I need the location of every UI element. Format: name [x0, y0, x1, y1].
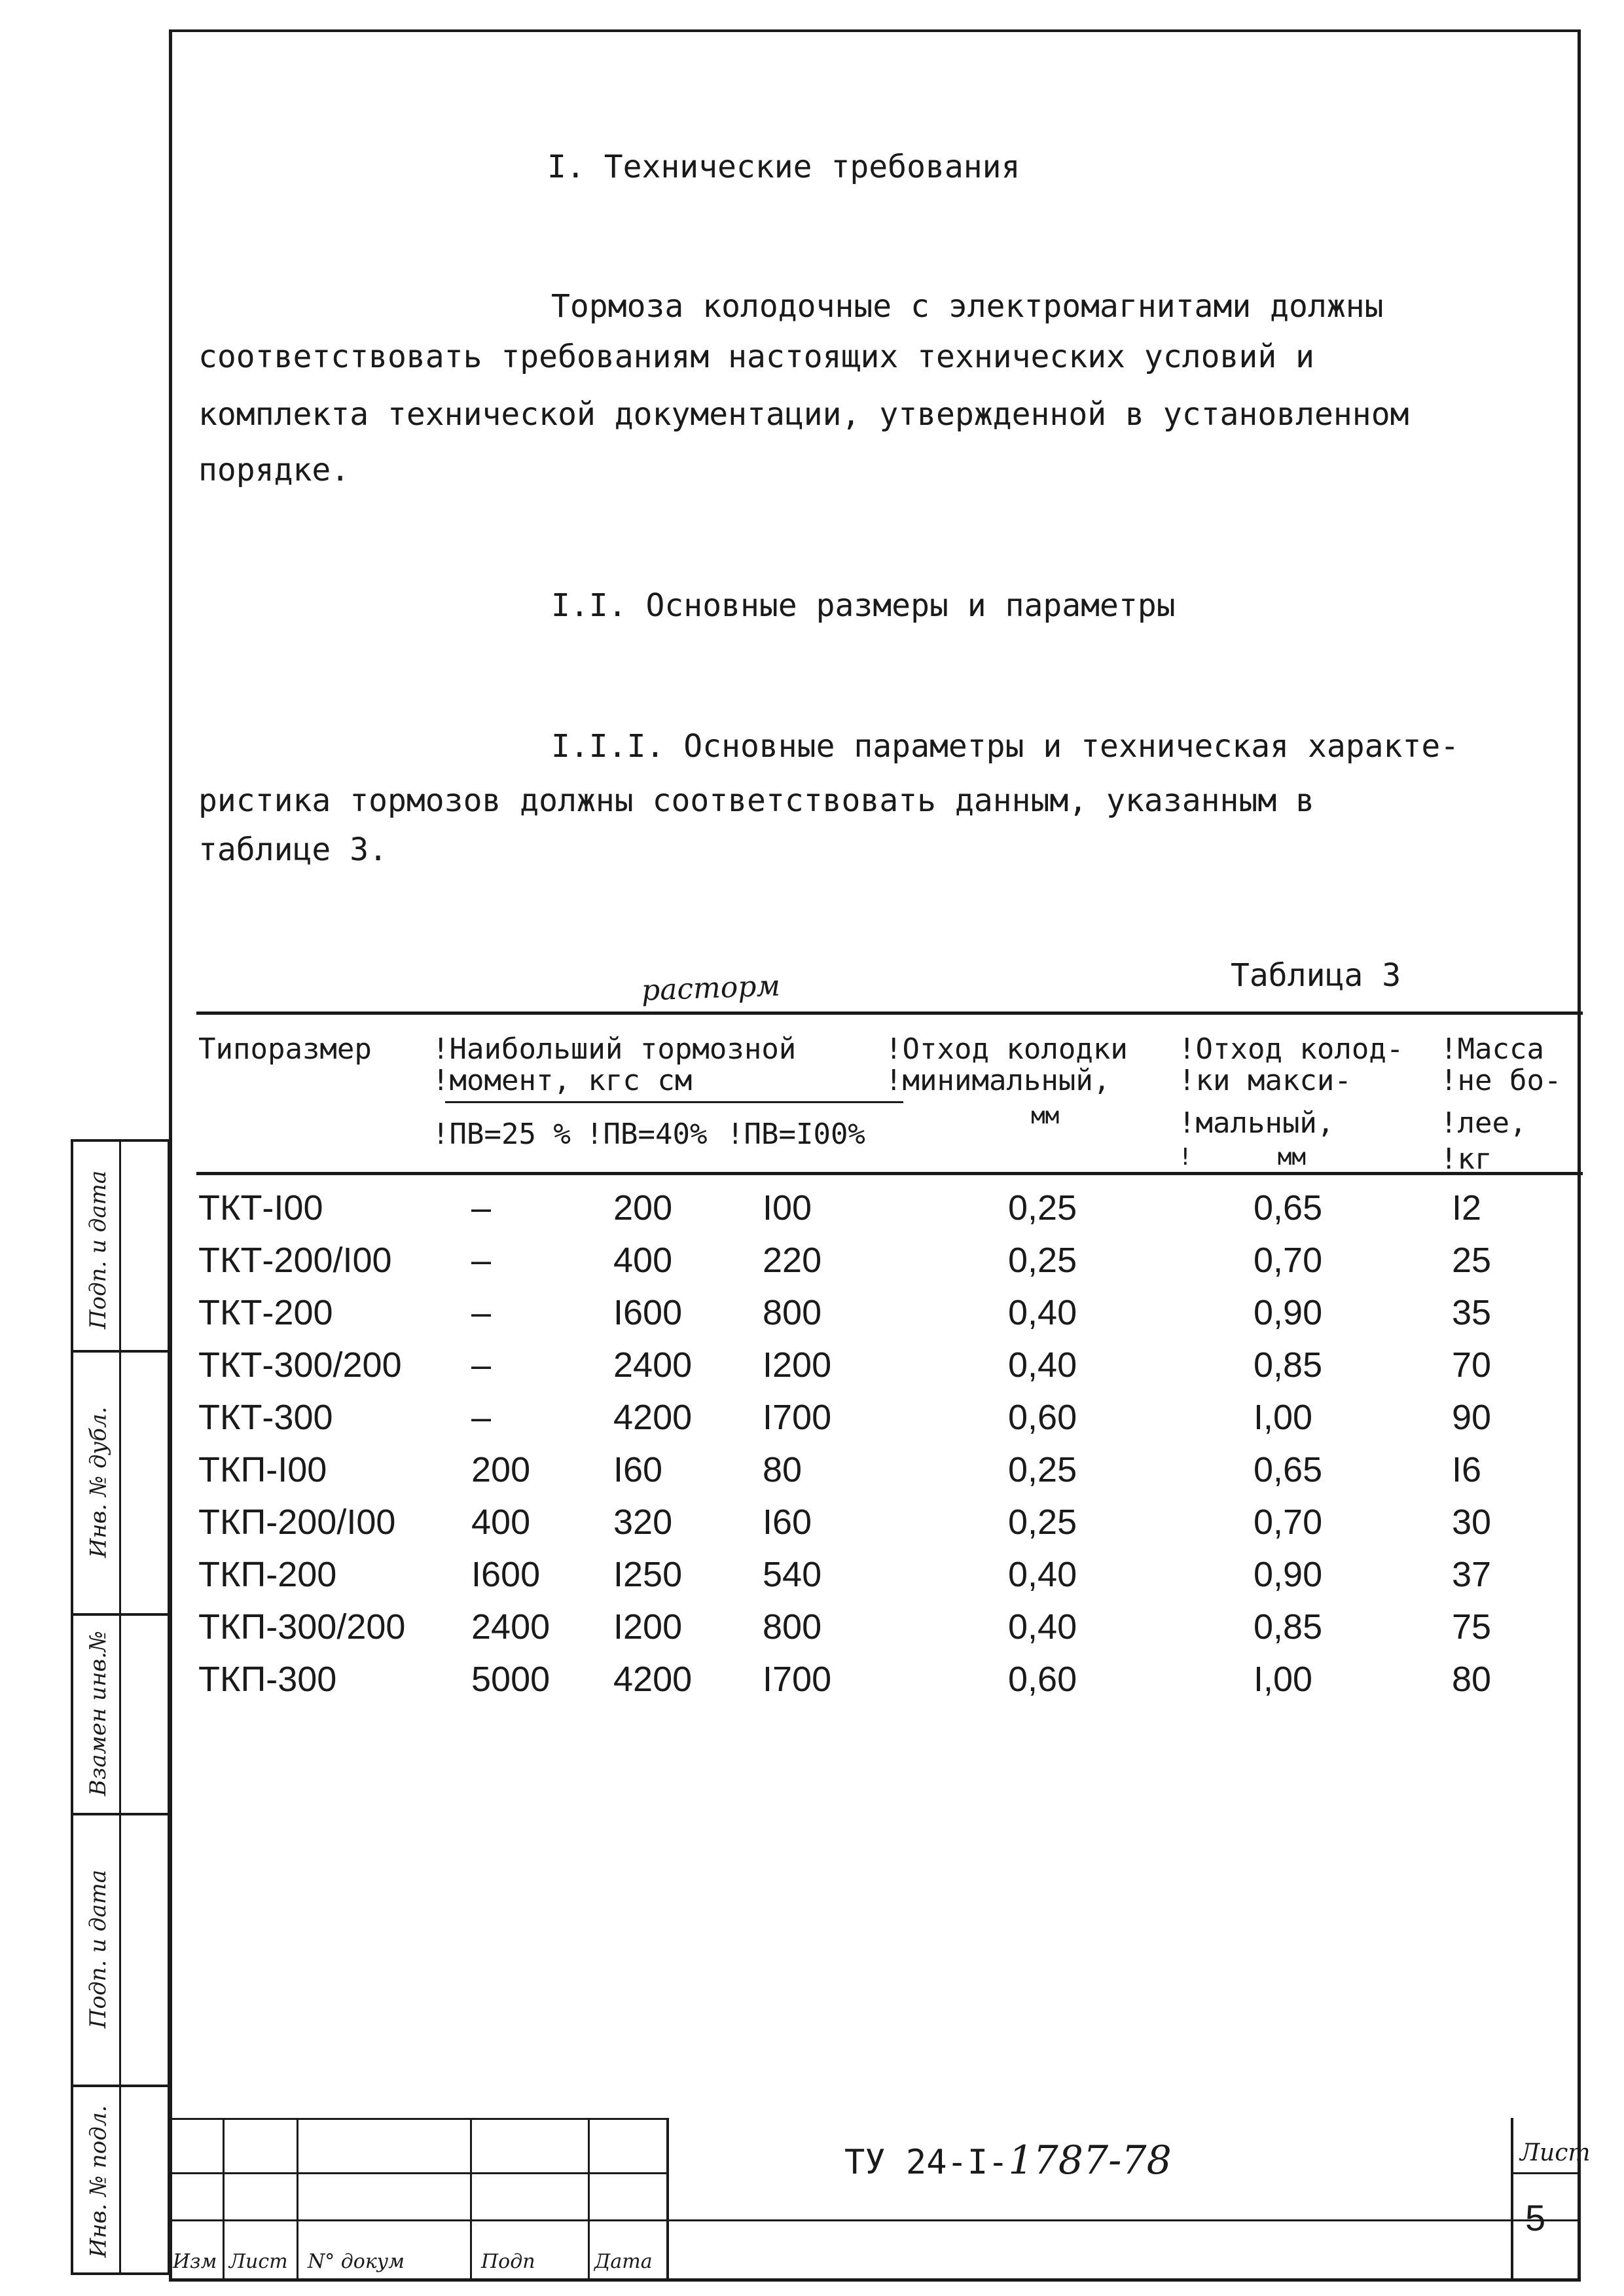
cell-mass: 90	[1452, 1398, 1492, 1437]
cell-gap-max: 0,85	[1254, 1607, 1323, 1647]
cell-pv100: I200	[763, 1345, 832, 1385]
header-gap-min-unit: мм	[1031, 1102, 1060, 1129]
subsection-title: I.I. Основные размеры и параметры	[551, 587, 1176, 624]
cell-gap-min: 0,25	[1008, 1241, 1077, 1280]
cell-mass: 70	[1452, 1345, 1492, 1385]
cell-pv25: –	[471, 1293, 492, 1332]
cell-gap-min: 0,40	[1008, 1555, 1077, 1594]
sheet-label: Лист	[1520, 2140, 1591, 2166]
cell-gap-min: 0,25	[1008, 1188, 1077, 1228]
cell-typesize: ТКТ-200/I00	[198, 1241, 392, 1280]
cell-pv40: 4200	[613, 1398, 693, 1437]
title-block-line	[169, 2172, 668, 2174]
cell-gap-min: 0,25	[1008, 1503, 1077, 1542]
title-block-line	[1511, 2172, 1581, 2174]
cell-pv40: 4200	[613, 1660, 693, 1699]
cell-mass: 80	[1452, 1660, 1492, 1699]
cell-pv100: I700	[763, 1660, 832, 1699]
title-block-line	[169, 2219, 1581, 2221]
cell-pv100: 800	[763, 1293, 822, 1332]
header-gap-max-unit: ! мм	[1178, 1144, 1307, 1171]
cell-pv25: –	[471, 1241, 492, 1280]
cell-typesize: ТКТ-300/200	[198, 1345, 402, 1385]
cell-pv25: 400	[471, 1503, 531, 1542]
sheet-number: 5	[1525, 2197, 1546, 2238]
title-col-label: N° докум	[308, 2250, 405, 2273]
table-header-bottom-rule	[196, 1172, 1583, 1175]
cell-gap-max: 0,65	[1254, 1188, 1323, 1228]
cell-pv100: I700	[763, 1398, 832, 1437]
header-typesize: Типоразмер	[198, 1032, 372, 1066]
title-col-label: Дата	[594, 2250, 653, 2273]
cell-gap-min: 0,40	[1008, 1345, 1077, 1385]
paragraph-line: Тормоза колодочные с электромагнитами должны	[551, 288, 1384, 325]
cell-typesize: ТКТ-300	[198, 1398, 333, 1437]
cell-gap-max: 0,90	[1254, 1293, 1323, 1332]
cell-gap-max: 0,70	[1254, 1241, 1323, 1280]
cell-gap-max: I,00	[1254, 1398, 1313, 1437]
cell-pv25: –	[471, 1398, 492, 1437]
cell-typesize: ТКТ-200	[198, 1293, 333, 1332]
document-code	[844, 2138, 1172, 2183]
title-block-line	[223, 2118, 225, 2282]
title-col-label: Лист	[229, 2250, 288, 2273]
margin-divider	[73, 1813, 168, 1815]
handwritten-note: расторм	[641, 969, 781, 1008]
cell-gap-max: 0,70	[1254, 1503, 1323, 1542]
header-pv25: !ПВ=25 %	[432, 1118, 571, 1151]
cell-typesize: ТКП-300	[198, 1660, 337, 1699]
margin-divider	[73, 1350, 168, 1353]
section-title: I. Технические требования	[547, 149, 1020, 185]
cell-mass: I6	[1452, 1450, 1482, 1489]
cell-mass: 25	[1452, 1241, 1492, 1280]
cell-typesize: ТКП-200/I00	[198, 1503, 396, 1542]
cell-pv40: I600	[613, 1293, 683, 1332]
cell-pv100: 220	[763, 1241, 822, 1280]
header-gap-min: !Отход колодки	[885, 1032, 1128, 1066]
cell-pv100: I60	[763, 1503, 812, 1542]
header-mass: !лее,	[1440, 1106, 1527, 1140]
cell-pv25: 2400	[471, 1607, 550, 1647]
cell-gap-min: 0,40	[1008, 1293, 1077, 1332]
title-block-line	[169, 2118, 668, 2120]
cell-pv100: 800	[763, 1607, 822, 1647]
cell-pv25: –	[471, 1345, 492, 1385]
title-col-label: Подп	[481, 2250, 535, 2273]
cell-pv100: 80	[763, 1450, 803, 1489]
cell-typesize: ТКТ-I00	[198, 1188, 323, 1228]
cell-pv40: I200	[613, 1607, 683, 1647]
cell-mass: 30	[1452, 1503, 1492, 1542]
margin-label: Подп. и дата	[85, 1869, 111, 2028]
margin-label: Инв. № подл.	[85, 2105, 111, 2257]
header-mass-unit: !кг	[1440, 1142, 1492, 1176]
header-gap-max: !мальный,	[1178, 1106, 1335, 1140]
cell-pv25: 5000	[471, 1660, 550, 1699]
cell-gap-max: I,00	[1254, 1660, 1313, 1699]
cell-gap-max: 0,85	[1254, 1345, 1323, 1385]
cell-gap-max: 0,65	[1254, 1450, 1323, 1489]
cell-gap-max: 0,90	[1254, 1555, 1323, 1594]
paragraph-line: I.I.I. Основные параметры и техническая характе-	[551, 728, 1460, 765]
cell-mass: 35	[1452, 1293, 1492, 1332]
cell-gap-min: 0,40	[1008, 1607, 1077, 1647]
margin-label: Взамен инв.№	[85, 1630, 112, 1796]
document-code-prefix: ТУ 24-I-	[844, 2143, 1009, 2182]
margin-divider	[73, 2085, 168, 2087]
title-block-line	[470, 2118, 472, 2282]
cell-gap-min: 0,60	[1008, 1660, 1077, 1699]
title-col-label: Изм	[173, 2250, 217, 2273]
cell-mass: I2	[1452, 1188, 1482, 1228]
title-block-line	[588, 2118, 590, 2282]
cell-mass: 75	[1452, 1607, 1492, 1647]
title-block-line	[666, 2118, 669, 2282]
cell-pv25: –	[471, 1188, 492, 1228]
table-top-rule	[196, 1011, 1583, 1015]
cell-pv40: 400	[613, 1241, 673, 1280]
header-pv40: !ПВ=40%	[586, 1118, 708, 1151]
paragraph-line: комплекта технической документации, утвержденной в установленном	[198, 396, 1409, 433]
cell-typesize: ТКП-300/200	[198, 1607, 406, 1647]
paragraph-line: таблице 3.	[198, 831, 388, 868]
header-mass: !не бо-	[1440, 1064, 1562, 1097]
cell-typesize: ТКП-200	[198, 1555, 337, 1594]
header-gap-max: !Отход колод-	[1178, 1032, 1404, 1066]
margin-divider	[119, 1142, 121, 2272]
header-gap-max: !ки макси-	[1178, 1064, 1352, 1097]
cell-pv25: I600	[471, 1555, 541, 1594]
cell-pv100: I00	[763, 1188, 812, 1228]
paragraph-line: порядке.	[198, 452, 350, 488]
cell-pv40: 320	[613, 1503, 673, 1542]
cell-typesize: ТКП-I00	[198, 1450, 327, 1489]
margin-label: Инв. № дубл.	[85, 1406, 112, 1558]
document-code-handwritten: 1787-78	[1008, 2138, 1172, 2183]
cell-pv40: 200	[613, 1188, 673, 1228]
header-mass: !Масса	[1440, 1032, 1544, 1066]
header-moment-unit: !момент, кгс см	[432, 1064, 693, 1097]
margin-divider	[73, 1613, 168, 1616]
header-gap-min: !минимальный,	[885, 1064, 1111, 1097]
margin-stamp-block	[71, 1139, 170, 2275]
cell-gap-min: 0,25	[1008, 1450, 1077, 1489]
cell-pv40: 2400	[613, 1345, 693, 1385]
cell-pv25: 200	[471, 1450, 531, 1489]
cell-pv100: 540	[763, 1555, 822, 1594]
title-block-line	[1511, 2118, 1513, 2282]
header-pv100: !ПВ=I00%	[727, 1118, 865, 1151]
cell-pv40: I250	[613, 1555, 683, 1594]
cell-mass: 37	[1452, 1555, 1492, 1594]
paragraph-line: соответствовать требованиям настоящих технических условий и	[198, 338, 1315, 375]
paragraph-line: ристика тормозов должны соответствовать данным, указанным в	[198, 782, 1315, 819]
cell-gap-min: 0,60	[1008, 1398, 1077, 1437]
title-block-line	[297, 2118, 298, 2282]
header-moment: !Наибольший тормозной	[432, 1032, 797, 1066]
margin-label: Подп. и дата	[85, 1170, 111, 1330]
table-caption: Таблица 3	[1231, 957, 1401, 994]
cell-pv40: I60	[613, 1450, 663, 1489]
moment-header-rule	[445, 1101, 903, 1103]
